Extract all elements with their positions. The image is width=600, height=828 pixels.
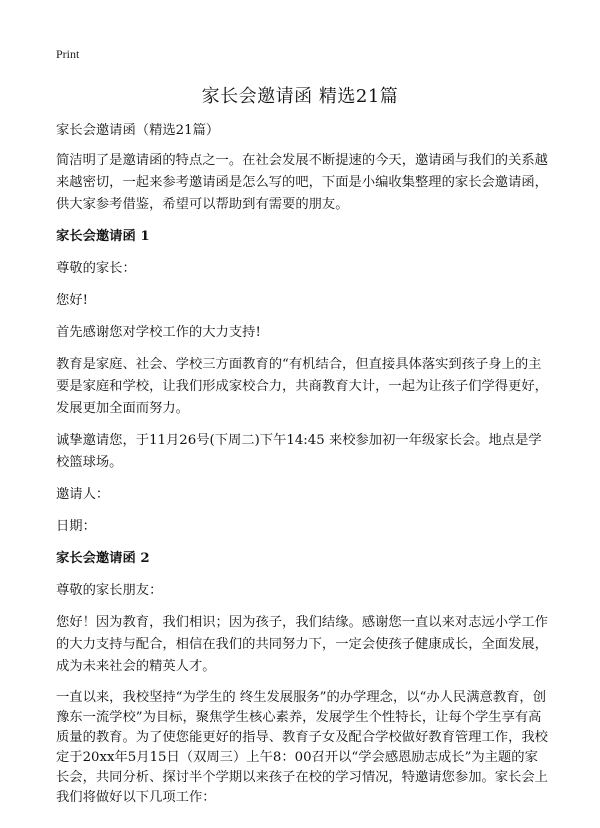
intro-paragraph: 简洁明了是邀请函的特点之一。在社会发展不断提速的今天，邀请函与我们的关系越来越密切，一起来参考邀请函是怎么写的吧，下面是小编收集整理的家长会邀请函，供大家参考借鉴，希望可以帮助到有需要的朋友。 xyxy=(56,153,548,212)
section-1-date: 日期： xyxy=(56,519,96,534)
section-1-greeting: 尊敬的家长： xyxy=(56,261,136,276)
section-2-paragraph-1: 您好！因为教育，我们相识；因为孩子，我们结缘。感谢您一直以来对志远小学工作的大力支持与配合，相信在我们的共同努力下，一定会使孩子健康成长，全面发展，成为未来社会的精英人才。 xyxy=(56,615,548,674)
section-2-paragraph-2: 一直以来，我校坚持“为学生的 终生发展服务”的办学理念，以“办人民满意教育，创豫东一流学校”为目标，聚焦学生核心素养，发展学生个性特长，让每个学生享有高质量的教育。为了使您能更好的指导、教育子女及配合学校做好教育管理工作，我校定于20xx年5月15日（双周三）上午8：00召开以“学会感恩励志成长”为主题的家长会，共同分析、探讨半个学期以来孩子在校的学习情况，特邀请您参加。家长会上我们将做好以下几项工作： xyxy=(56,690,548,805)
section-2-greeting: 尊敬的家长朋友： xyxy=(56,583,163,598)
section-2-heading: 家长会邀请函 2 xyxy=(56,551,150,566)
document-body xyxy=(56,120,550,808)
section-1-paragraph-3: 诚挚邀请您，于11月26号(下周二)下午14:45 来校参加初一年级家长会。地点是学校篮球场。 xyxy=(56,433,542,470)
page-title: 家长会邀请函 精选21篇 xyxy=(201,86,399,107)
section-1-paragraph-2: 教育是家庭、社会、学校三方面教育的“有机结合，但直接具体落实到孩子身上的主要是家庭和学校，让我们形成家校合力，共商教育大计，一起为让孩子们学得更好，发展更加全面而努力。 xyxy=(56,357,548,416)
section-1-heading: 家长会邀请函 1 xyxy=(56,229,150,244)
section-1-inviter: 邀请人： xyxy=(56,487,110,502)
document-subtitle: 家长会邀请函（精选21篇） xyxy=(56,123,220,138)
section-1-paragraph-1: 首先感谢您对学校工作的大力支持! xyxy=(56,325,261,340)
print-link[interactable]: Print xyxy=(56,47,80,61)
section-1-hello: 您好! xyxy=(56,293,88,308)
